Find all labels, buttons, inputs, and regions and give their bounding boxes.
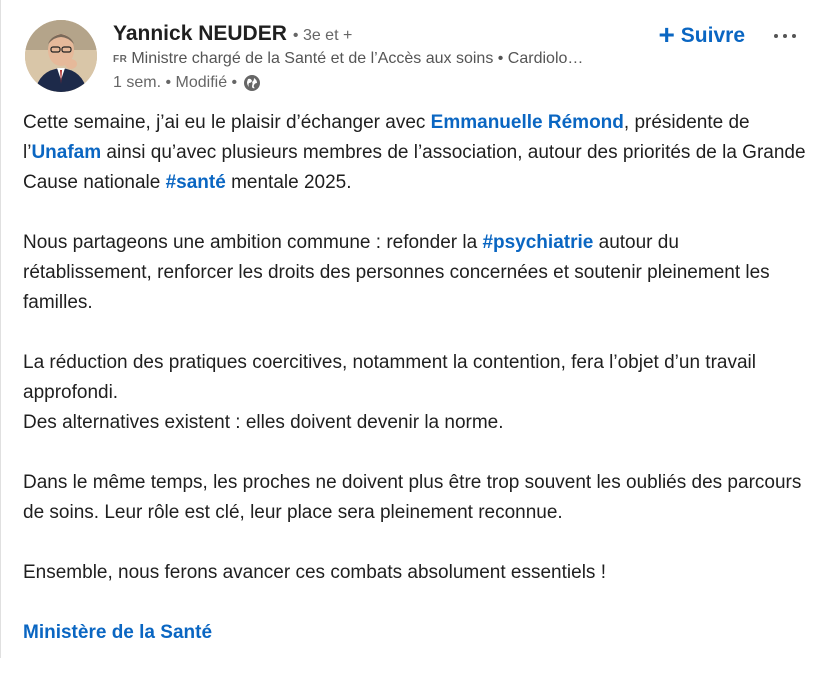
author-name[interactable]: Yannick NEUDER: [113, 22, 287, 45]
follow-button[interactable]: [658, 20, 745, 52]
text-segment: mentale 2025.: [225, 172, 352, 193]
post-body: [23, 108, 808, 678]
text-segment: Des alternatives existent : elles doivent devenir la norme.: [23, 412, 504, 433]
connection-degree: • 3e et +: [292, 27, 353, 44]
author-headline: [113, 50, 591, 68]
post-paragraph-3: [23, 348, 808, 438]
headline-text: Ministre chargé de la Santé et de l’Accès aux soins • Cardiolo…: [131, 50, 584, 67]
author-avatar[interactable]: [25, 20, 97, 92]
post-paragraph-2: [23, 228, 808, 318]
language-tag: FR: [113, 53, 128, 65]
post-paragraph-6: [23, 618, 808, 648]
mention-emmanuelle-remond[interactable]: Emmanuelle Rémond: [430, 112, 624, 133]
post-paragraph-1: [23, 108, 808, 198]
more-options-button[interactable]: [769, 20, 801, 52]
post-paragraph-4: Dans le même temps, les proches ne doivent plus être trop souvent les oubliés des parcours de soins. Leur rôle est clé, leur place sera pleinement reconnue.: [23, 472, 802, 523]
text-segment: autour du rétablissement, renforcer les droits des personnes concernées et soutenir pleinement les familles.: [23, 232, 770, 313]
text-segment: Cette semaine, j’ai eu le plaisir d’échanger avec: [23, 112, 431, 133]
avatar-photo: [25, 20, 97, 92]
post-header: [25, 20, 801, 96]
timestamp-text: 1 sem. • Modifié •: [113, 74, 238, 91]
follow-label: Suivre: [680, 24, 745, 47]
author-meta: [113, 22, 591, 92]
globe-icon: [243, 74, 261, 92]
hashtag-psychiatrie[interactable]: #psychiatrie: [482, 232, 594, 253]
text-segment: La réduction des pratiques coercitives, notamment la contention, fera l’objet d’un travail approfondi.: [23, 352, 756, 403]
text-segment: ainsi qu’avec plusieurs membres de l’association, autour des priorités de la Grande Cause nationale: [23, 142, 806, 193]
plus-icon: +: [658, 19, 675, 50]
mention-ministere-sante[interactable]: Ministère de la Santé: [23, 622, 213, 643]
ellipsis-icon: [773, 32, 797, 40]
post-paragraph-5: Ensemble, nous ferons avancer ces combats absolument essentiels !: [23, 562, 606, 583]
mention-unafam[interactable]: Unafam: [31, 142, 102, 163]
hashtag-sante[interactable]: #santé: [165, 172, 226, 193]
text-segment: , présidente de l’: [23, 112, 750, 163]
text-segment: Nous partageons une ambition commune : refonder la: [23, 232, 483, 253]
post-timestamp: [113, 74, 591, 92]
